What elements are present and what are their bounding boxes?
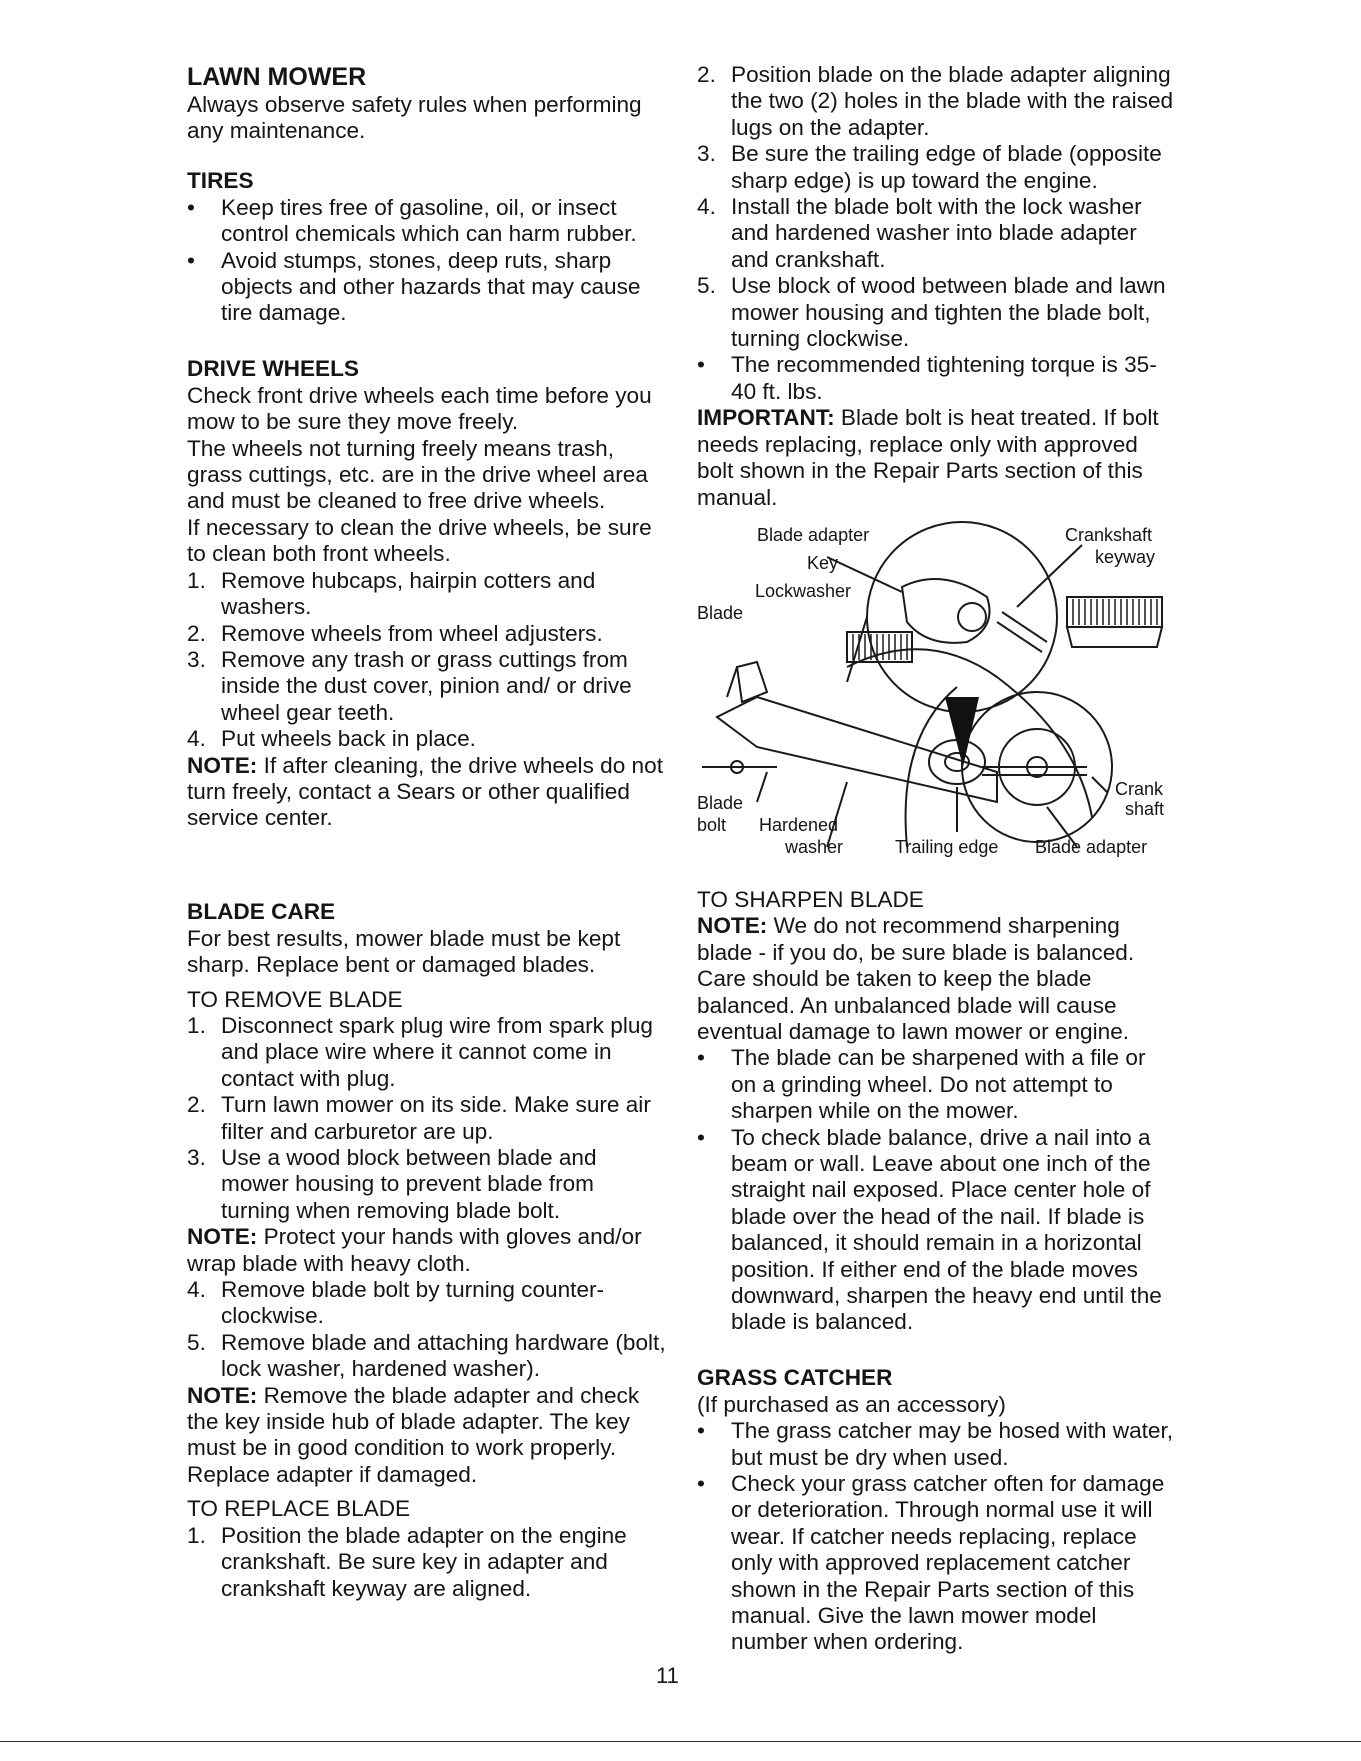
label-crank-shaft-2: shaft [1125, 798, 1165, 819]
drive-wheels-p3: If necessary to clean the drive wheels, be sure to clean both front wheels. [187, 514, 652, 567]
blade-care-heading: BLADE CARE [187, 898, 336, 924]
label-hardened-washer-2: washer [785, 836, 844, 857]
list-item: 2. Turn lawn mower on its side. Make sure air filter and carburetor are up. [187, 1092, 651, 1144]
grass-catcher-list [697, 1418, 1175, 1656]
list-item: 4. Install the blade bolt with the lock washer and hardened washer into blade adapter and crankshaft. [697, 194, 1142, 272]
tires-heading: TIRES [187, 167, 254, 193]
list-item: • The blade can be sharpened with a file or on a grinding wheel. Do not attempt to sharpen while on the mower. [697, 1045, 1146, 1124]
left-column [187, 62, 667, 1602]
drive-wheels-steps [187, 568, 667, 753]
list-item: 4. Put wheels back in place. [187, 726, 476, 752]
lawn-mower-intro: Always observe safety rules when performing any maintenance. [187, 92, 642, 144]
label-crankshaft-keyway-1: Crankshaft [1065, 524, 1153, 545]
drive-wheels-p2: The wheels not turning freely means trash, grass cuttings, etc. are in the drive wheel area and must be cleaned to free drive wheels. [187, 435, 648, 514]
list-item: 1. Position the blade adapter on the engine crankshaft. Be sure key in adapter and crankshaft keyway are aligned. [187, 1522, 627, 1601]
label-blade-bolt-2: bolt [697, 814, 727, 835]
list-item: • The recommended tightening torque is 35-40 ft. lbs. [697, 352, 1157, 404]
replace-blade-steps-continued [697, 62, 1175, 352]
remove-blade-steps [187, 1013, 667, 1224]
list-item: 1. Remove hubcaps, hairpin cotters and washers. [187, 567, 596, 620]
label-crank-shaft-1: Crank [1115, 778, 1164, 799]
list-item: 4. Remove blade bolt by turning counter-clockwise. [187, 1277, 605, 1329]
remove-blade-heading: TO REMOVE BLADE [187, 986, 403, 1012]
list-item: 3. Be sure the trailing edge of blade (opposite sharp edge) is up toward the engine. [697, 141, 1162, 193]
sharpen-note: NOTE: We do not recommend sharpening blade - if you do, be sure blade is balanced. Care should be taken to keep the blade balanced. An unbalanced blade will cause eventual damage to lawn mower or engine. [697, 913, 1135, 1044]
drive-wheels-note: NOTE: If after cleaning, the drive wheels do not turn freely, contact a Sears or other qualified service center. [187, 752, 663, 831]
remove-blade-steps-continued [187, 1277, 667, 1383]
list-item: 5. Remove blade and attaching hardware (bolt, lock washer, hardened washer). [187, 1329, 666, 1382]
label-blade-bolt-1: Blade [697, 792, 744, 813]
page-number: 11 [656, 1663, 679, 1688]
list-item: • The grass catcher may be hosed with water, but must be dry when used. [697, 1418, 1174, 1470]
label-blade-adapter-bottom: Blade adapter [1035, 836, 1148, 857]
blade-care-p1: For best results, mower blade must be kept sharp. Replace bent or damaged blades. [187, 925, 621, 978]
list-item: 5. Use block of wood between blade and lawn mower housing and tighten the blade bolt, turning clockwise. [697, 273, 1166, 352]
list-item: 2. Position blade on the blade adapter aligning the two (2) holes in the blade with the raised lugs on the adapter. [697, 62, 1174, 140]
list-item: • Check your grass catcher often for damage or deterioration. Through normal use it will wear. If catcher needs replacing, replace only with approved replacement catcher shown in the Repair Parts section of this manual. Give the lawn mower model number when ordering. [697, 1471, 1165, 1655]
blade-assembly-diagram [697, 517, 1175, 887]
sharpen-blade-heading: TO SHARPEN BLADE [697, 886, 924, 912]
list-item: 1. Disconnect spark plug wire from spark plug and place wire where it cannot come in contact with plug. [187, 1012, 653, 1091]
list-item: 3. Remove any trash or grass cuttings from inside the dust cover, pinion and/ or drive wheel gear teeth. [187, 646, 632, 725]
important-note: IMPORTANT: Blade bolt is heat treated. If bolt needs replacing, replace only with approved bolt shown in the Repair Parts section of this manual. [697, 405, 1159, 510]
label-lockwasher: Lockwasher [755, 580, 852, 601]
label-blade-top: Blade [697, 602, 744, 623]
grass-catcher-heading: GRASS CATCHER [697, 1364, 893, 1390]
lawn-mower-heading: LAWN MOWER [187, 63, 367, 91]
list-item: 3. Use a wood block between blade and mower housing to prevent blade from turning when removing blade bolt. [187, 1145, 597, 1223]
label-hardened-washer-1: Hardened [759, 814, 839, 835]
right-column [697, 62, 1175, 1656]
replace-blade-steps [187, 1523, 667, 1602]
list-item: 2. Remove wheels from wheel adjusters. [187, 620, 603, 646]
label-blade-adapter-top: Blade adapter [757, 524, 870, 545]
remove-blade-note1: NOTE: Protect your hands with gloves and/or wrap blade with heavy cloth. [187, 1224, 642, 1276]
sharpen-list [697, 1045, 1175, 1335]
tires-list [187, 195, 667, 327]
grass-catcher-subtitle: (If purchased as an accessory) [697, 1391, 1006, 1417]
label-key: Key [807, 552, 839, 573]
remove-blade-note2: NOTE: Remove the blade adapter and check the key inside hub of blade adapter. The key must be in good condition to work properly. Replace adapter if damaged. [187, 1382, 640, 1487]
torque-list [697, 352, 1175, 405]
footer-rule [0, 1741, 1361, 1742]
label-trailing-edge: Trailing edge [895, 836, 999, 857]
replace-blade-heading: TO REPLACE BLADE [187, 1496, 411, 1522]
list-item: • Keep tires free of gasoline, oil, or insect control chemicals which can harm rubber. [187, 194, 637, 247]
label-crankshaft-keyway-2: keyway [1095, 546, 1156, 567]
drive-wheels-heading: DRIVE WHEELS [187, 355, 359, 381]
list-item: • Avoid stumps, stones, deep ruts, sharp objects and other hazards that may cause tire damage. [187, 247, 641, 326]
list-item: • To check blade balance, drive a nail into a beam or wall. Leave about one inch of the straight nail exposed. Place center hole of blade over the head of the nail. If blade is balanced, it should remain in a horizontal position. If either end of the blade moves downward, sharpen the heavy end until the blade is balanced. [697, 1124, 1162, 1335]
drive-wheels-p1: Check front drive wheels each time before you mow to be sure they move freely. [187, 382, 652, 435]
